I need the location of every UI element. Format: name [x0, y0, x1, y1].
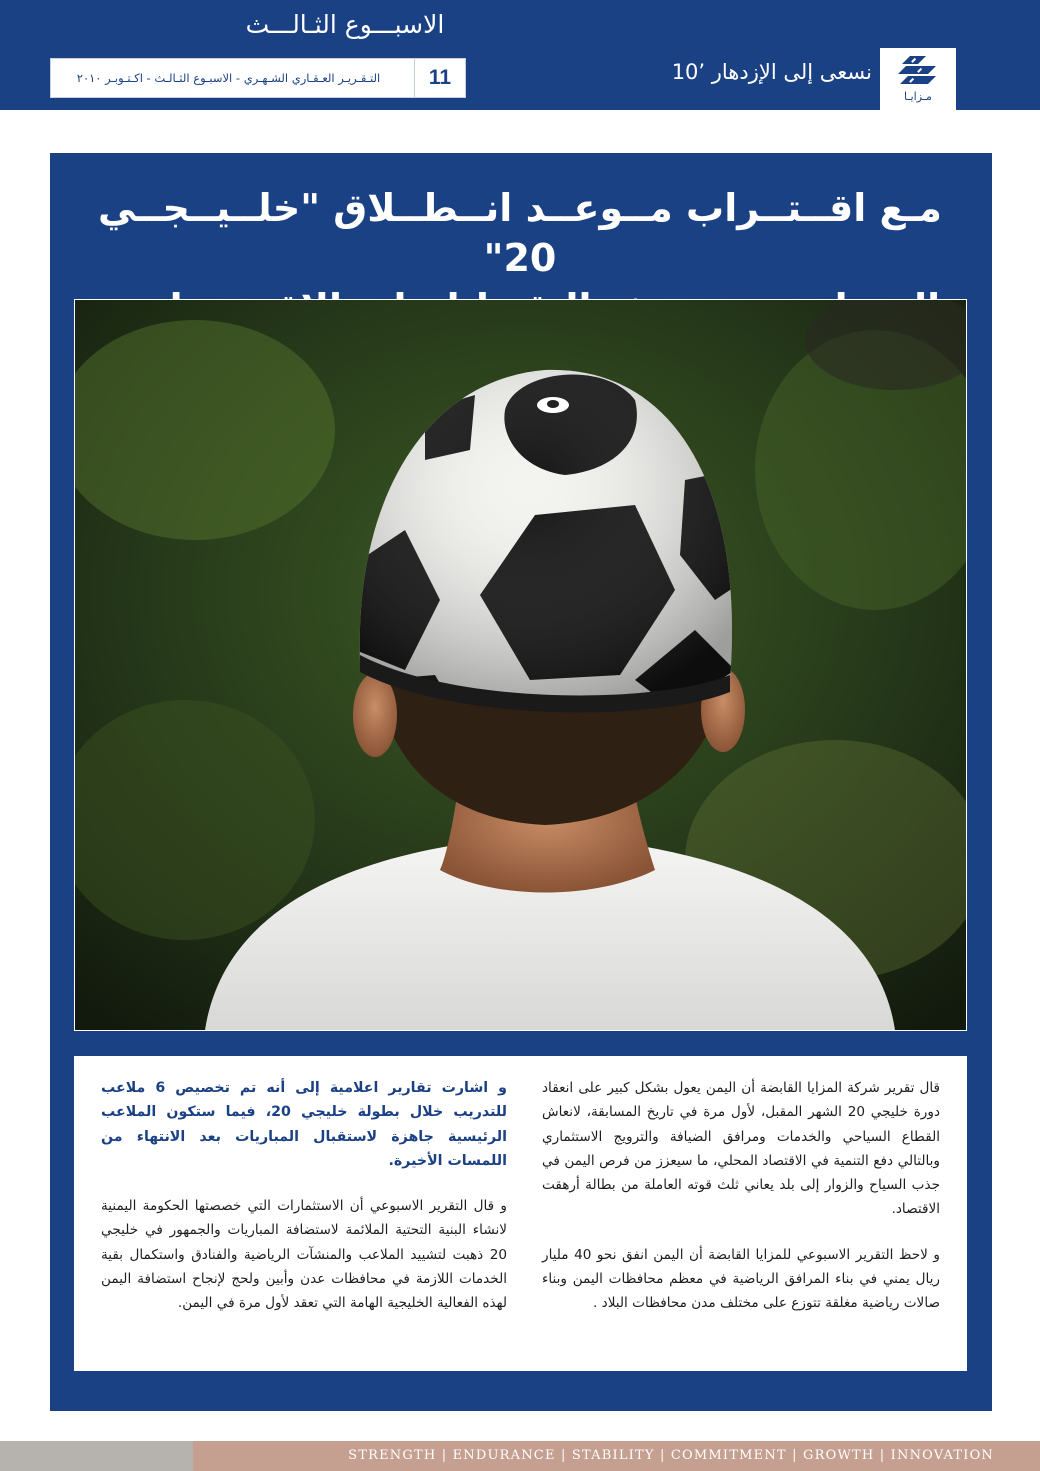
- footer-tagline-bar: [193, 1441, 1040, 1471]
- highlight-paragraph: و اشارت تقارير اعلامية إلى أنه تم تخصيص 6 ملاعب للتدريب خلال بطولة خليجي 20، فيما ستكون الملاعب الرئيسية جاهزة لاستقبال المباريات بعد الانتهاء من اللمسات الأخيرة.: [101, 1080, 507, 1169]
- logo-text: مـزايـا: [904, 90, 932, 103]
- boy-football-cap-photo: [75, 300, 966, 1030]
- week-title: الاسبـــوع الثـالـــث: [245, 10, 445, 39]
- report-line: التـقـريـر العـقـاري الشـهـري - الاسبـوع الثـالـث - اكـتـوبـر ٢٠١٠: [76, 71, 381, 85]
- mazaya-logo-icon: [896, 54, 940, 90]
- company-logo: [880, 48, 956, 110]
- article-text-panel: [74, 1056, 967, 1371]
- paragraph: قال تقرير شركة المزايا القابضة أن اليمن يعول بشكل كبير على انعقاد دورة خليجي 20 الشهر المقبل، لأول مرة في تاريخ المسابقة، لانعاش القطاع السياحي والخدمات ومرافق الضيافة والترويج الاستثماري وبالتالي دفع التنمية في الاقتصاد المحلي، ما سيعزز من فرص اليمن في جذب السياح والزوار إلى بلد يعاني ثلث قوته العاملة من بطالة أرهقت الاقتصاد.: [542, 1080, 940, 1218]
- article-column-left: [101, 1076, 507, 1337]
- footer-tagline: STRENGTH | ENDURANCE | STABILITY | COMMITMENT | GROWTH | INNOVATION: [348, 1448, 994, 1463]
- headline-line-1: مـع اقــتــراب مــوعــد انــطــلاق "خلــيــجــي 20": [98, 186, 942, 280]
- report-info-box: [50, 58, 466, 98]
- paragraph: و لاحظ التقرير الاسبوعي للمزايا القابضة أن اليمن انفق نحو 40 مليار ريال يمني في بناء المرافق الرياضية في معظم محافظات اليمن وبناء صالات رياضية مغلقة تتوزع على مختلف مدن محافظات البلاد .: [542, 1246, 940, 1312]
- article-photo: [74, 299, 967, 1031]
- page-number: 11: [414, 59, 465, 97]
- paragraph: و قال التقرير الاسبوعي أن الاستثمارات التي خصصتها الحكومة اليمنية لانشاء البنية التحتية الملائمة لاستضافة المباريات والجمهور في خليجي 20 ذهبت لتشييد الملاعب والمنشآت الرياضية والفنادق واستكمال بقية الخدمات اللازمة في محافظات عدن وأبين ولحج لإنجاح استضافة اليمن لهذه الفعالية الخليجية الهامة التي تعقد لأول مرة في اليمن.: [101, 1198, 507, 1312]
- article-panel: [50, 153, 992, 1411]
- header-bar: [0, 0, 1040, 110]
- article-column-right: [542, 1076, 940, 1337]
- slogan: نسعى إلى الإزدهار ’10: [671, 60, 872, 84]
